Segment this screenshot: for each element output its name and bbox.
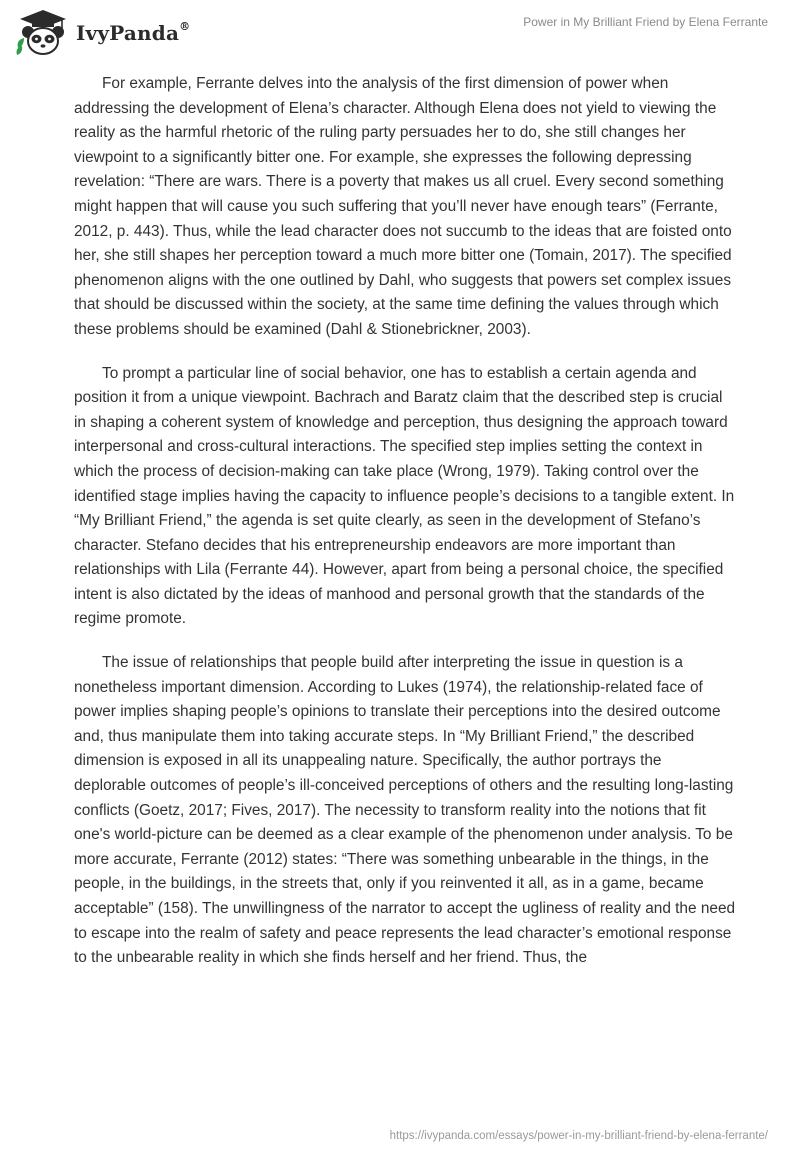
page-header [0, 0, 800, 70]
document-title: Power in My Brilliant Friend by Elena Ferrante [523, 15, 768, 29]
paragraph: For example, Ferrante delves into the analysis of the first dimension of power when addressing the development of Elena’s character. Although Elena does not yield to viewing the reality as the harmful rhetoric of the ruling party persuades her to do, she still changes her viewpoint to a significantly bitter one. For example, she expresses the following depressing revelation: “There are wars. There is a poverty that makes us all cruel. Every second something might happen that will cause you such suffering that you’ll never have enough tears” (Ferrante, 2012, p. 443). Thus, while the lead character does not succumb to the ideas that are foisted onto her, she still shapes her perception toward a much more bitter one (Tomain, 2017). The specified phenomenon aligns with the one outlined by Dahl, who suggests that powers set complex issues that should be discussed within the society, at the same time defining the values through which these problems should be examined (Dahl & Stionebrickner, 2003). [74, 75, 732, 338]
panda-graduate-icon [14, 8, 72, 58]
essay-body [74, 72, 736, 990]
brand-name: IvyPanda® [76, 20, 191, 45]
source-url[interactable]: https://ivypanda.com/essays/power-in-my-brilliant-friend-by-elena-ferrante/ [389, 1130, 768, 1142]
paragraph: The issue of relationships that people build after interpreting the issue in question is a nonetheless important dimension. According to Lukes (1974), the relationship-related face of power implies shaping people’s opinions to translate their perceptions into the desired outcome and, thus manipulate them into taking accurate steps. In “My Brilliant Friend,” the described dimension is exposed in all its unappealing nature. Specifically, the author portrays the deplorable outcomes of people’s ill-conceived perceptions of others and the resulting long-lasting conflicts (Goetz, 2017; Fives, 2017). The necessity to transform reality into the notions that fit one's world-picture can be deemed as a clear example of the phenomenon under analysis. To be more accurate, Ferrante (2012) states: “There was something unbearable in the things, in the people, in the buildings, in the streets that, only if you reinvented it all, as in a game, became acceptable” (158). The unwillingness of the narrator to accept the ugliness of reality and the need to escape into the realm of safety and peace represents the lead character’s emotional response to the unbearable reality in which she finds herself and her friend. Thus, the [74, 654, 736, 967]
registered-mark: ® [179, 20, 191, 34]
paragraph: To prompt a particular line of social behavior, one has to establish a certain agenda and position it from a unique viewpoint. Bachrach and Baratz claim that the described step is crucial in shaping a coherent system of knowledge and perception, thus designing the approach toward interpersonal and cross-cultural interactions. The specified step implies setting the context in which the process of decision-making can take place (Wrong, 1979). Taking control over the identified stage implies having the capacity to influence people’s decisions to a tangible extent. In “My Brilliant Friend,” the agenda is set quite clearly, as seen in the development of Stefano’s character. Stefano decides that his entrepreneurship endeavors are more important than relationships with Lila (Ferrante 44). However, apart from being a personal choice, the specified intent is also dictated by the ideas of manhood and personal growth that the standards of the regime promote. [74, 364, 735, 628]
brand-logo[interactable] [14, 8, 190, 58]
